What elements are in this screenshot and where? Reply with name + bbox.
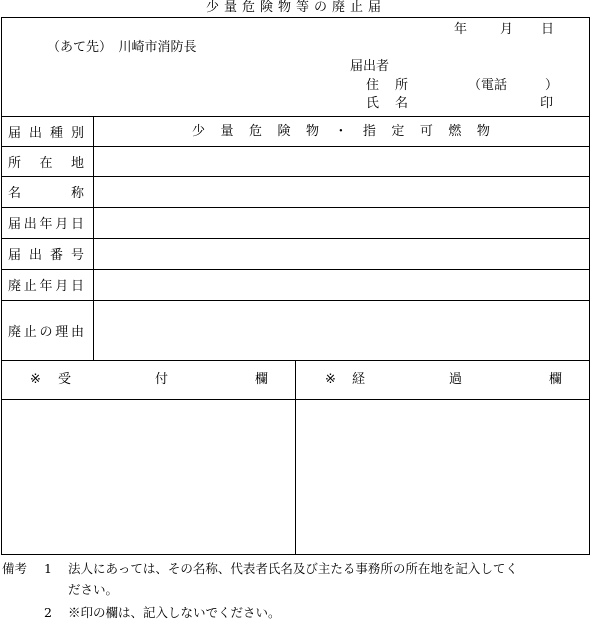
row-label-name	[8, 176, 84, 207]
notification-type-value-char: 可	[419, 123, 433, 139]
addressee: （あて先） 川崎市消防長	[47, 40, 197, 55]
notification-type-value-char: 指	[362, 123, 376, 139]
notification-type-value-char: 少	[192, 123, 206, 139]
row-label-location-char: 在	[39, 155, 53, 171]
date-month-label: 月	[500, 22, 514, 37]
row-label-notification-number-char: 号	[70, 248, 84, 263]
row-label-abolition-date-char: 月	[55, 279, 69, 294]
notification-type-value-char: ・	[334, 123, 348, 139]
row-label-notification-number-char: 出	[28, 248, 42, 263]
notification-type-value-char: 定	[391, 123, 405, 139]
reception-char-2: 付	[155, 372, 169, 387]
abolition-date-field[interactable]	[100, 269, 580, 300]
abolition-reason-field[interactable]	[100, 300, 580, 360]
notification-type-value-char: 物	[476, 123, 490, 139]
name-label-2: 名	[395, 96, 409, 111]
seal-mark: 印	[540, 96, 554, 111]
reception-box	[2, 400, 294, 554]
row-label-abolition-date-char: 日	[70, 279, 84, 294]
row-label-notification-date-char: 月	[55, 217, 69, 232]
row-label-reason-char: 廃	[8, 324, 22, 340]
row-label-abolition-date	[8, 269, 84, 300]
row-label-type	[8, 116, 84, 146]
reception-mark: ※	[30, 372, 41, 387]
note-2-number: 2	[44, 605, 52, 620]
row-label-abolition-date-char: 年	[39, 279, 53, 294]
address-label-1: 住	[366, 78, 380, 93]
notification-type-value-char: 険	[277, 123, 291, 139]
row-label-abolition-date-char: 廃	[8, 279, 22, 294]
notifier-heading: 届出者	[350, 59, 390, 74]
note-1-text: 法人にあっては、その名称、代表者氏名及び主たる事務所の所在地を記入してく	[68, 561, 518, 576]
row-label-name-char: 称	[70, 186, 84, 201]
row-label-abolition-date-char: 止	[23, 279, 37, 294]
row-label-notification-number-char: 届	[8, 248, 22, 263]
row-label-notification-date-char: 出	[23, 217, 37, 232]
row-label-type-char: 別	[70, 125, 84, 141]
progress-box	[297, 400, 589, 554]
progress-char-3: 欄	[549, 372, 563, 387]
progress-char-1: 経	[352, 372, 366, 387]
progress-mark: ※	[325, 372, 336, 387]
row-label-location-char: 所	[8, 155, 22, 171]
row-label-reason-char: 由	[70, 324, 84, 340]
row-label-notification-number	[8, 238, 84, 269]
notification-type-value-char: 危	[248, 123, 262, 139]
notification-date-field[interactable]	[100, 207, 580, 238]
row-label-type-char: 種	[49, 125, 63, 141]
row-label-location-char: 地	[70, 155, 84, 171]
form-title: 少量危険物等の廃止届	[205, 0, 386, 15]
notification-type-value-char: 燃	[448, 123, 462, 139]
date-year-label: 年	[454, 22, 468, 37]
notification-number-field[interactable]	[100, 238, 580, 269]
row-label-notification-date-char: 届	[8, 217, 22, 232]
reception-char-3: 欄	[255, 372, 269, 387]
phone-close: ）	[545, 78, 559, 93]
note-1-continuation: ださい。	[68, 582, 119, 597]
label-column-divider	[93, 116, 94, 360]
location-field[interactable]	[100, 146, 580, 176]
row-label-name-char: 名	[8, 186, 22, 201]
address-label-2: 所	[395, 78, 409, 93]
row-label-notification-number-char: 番	[49, 248, 63, 263]
row-label-type-char: 出	[28, 125, 42, 141]
row-label-notification-date	[8, 207, 84, 238]
row-label-reason-char: 止	[23, 324, 37, 340]
name-label-1: 氏	[366, 96, 380, 111]
reception-char-1: 受	[58, 372, 72, 387]
date-day-label: 日	[541, 22, 555, 37]
note-1-number: 1	[44, 561, 52, 576]
row-label-reason-char: 理	[55, 324, 69, 340]
notification-type-value-char: 物	[305, 123, 319, 139]
progress-char-2: 過	[449, 372, 463, 387]
row-label-notification-date-char: 日	[70, 217, 84, 232]
row-label-reason	[8, 300, 84, 360]
row-label-location	[8, 146, 84, 176]
row-label-notification-date-char: 年	[39, 217, 53, 232]
notification-type-value-char: 量	[220, 123, 234, 139]
notes-heading: 備考	[2, 561, 28, 576]
row-label-reason-char: の	[39, 324, 53, 340]
phone-open: （電話	[468, 78, 508, 93]
name-field[interactable]	[100, 176, 580, 207]
row-label-type-char: 届	[8, 125, 22, 141]
notification-type-value	[192, 116, 490, 146]
reception-progress-divider	[295, 360, 296, 555]
note-2-text: ※印の欄は、記入しないでください。	[68, 605, 281, 620]
